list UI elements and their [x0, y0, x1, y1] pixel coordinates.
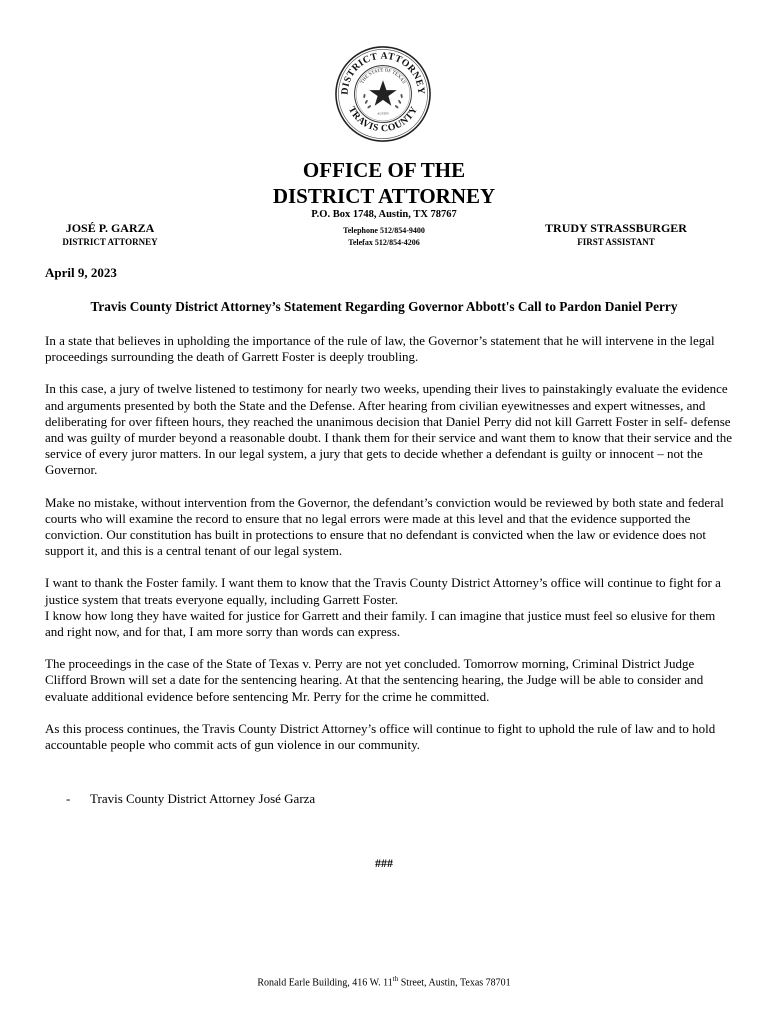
end-mark: ###: [375, 856, 393, 870]
seal-small-text: AUSTIN: [377, 111, 389, 116]
po-box: P.O. Box 1748, Austin, TX 78767: [311, 209, 457, 220]
seal-inner-text: THE STATE OF TEXAS: [360, 68, 406, 85]
footer-address-part1: Ronald Earle Building, 416 W. 11: [257, 977, 393, 989]
signature-dash: -: [66, 791, 71, 806]
telephone: Telephone 512/854-9400: [343, 226, 425, 235]
district-attorney-seal: [334, 45, 432, 143]
paragraph: I want to thank the Foster family. I want them to know that the Travis County District Attorney’s office will continue to fight for a justice system that treats everyone equally, including Garrett Foster. I know how long they have waited for justice for Garrett and their family. I can imagine that justice must feel so elusive for them and right now, and for that, I am more sorry than words can express.: [45, 575, 721, 640]
footer-address-part2: Street, Austin, Texas 78701: [398, 977, 511, 989]
first-assistant-title: FIRST ASSISTANT: [577, 237, 655, 247]
district-attorney-name: JOSÉ P. GARZA: [65, 221, 155, 235]
texas-star-icon: [369, 80, 396, 105]
paragraph: In a state that believes in upholding the importance of the rule of law, the Governor’s statement that he will intervene in the legal proceedings surrounding the death of Garrett Foster is deeply troubling.: [45, 333, 715, 365]
office-title-line2: DISTRICT ATTORNEY: [272, 184, 496, 208]
seal-top-text: DISTRICT ATTORNEY: [339, 50, 427, 96]
signature-line: [66, 791, 315, 807]
telefax: Telefax 512/854-4206: [348, 238, 420, 247]
district-attorney-title: DISTRICT ATTORNEY: [62, 237, 158, 247]
statement-headline: Travis County District Attorney’s Statement Regarding Governor Abbott's Call to Pardon Daniel Perry: [90, 299, 678, 314]
office-title-line1: OFFICE OF THE: [302, 158, 466, 182]
statement-body: [45, 333, 735, 769]
signature-text: Travis County District Attorney José Garza: [90, 791, 316, 806]
paragraph: In this case, a jury of twelve listened to testimony for nearly two weeks, upending their lives to painstakingly evaluate the evidence and arguments presented by both the State and the Defense. After hearing from civilian eyewitnesses and expert witnesses, and deliberating for over fifteen hours, they reached the unanimous decision that Daniel Perry did not kill Garrett Foster in self- defense and was guilty of murder beyond a reasonable doubt. I thank them for their service and want them to know that their service and the service of every juror matters. In our legal system, a jury that gets to decide whether a defendant is guilty or innocent – not the Governor.: [45, 381, 732, 478]
first-assistant-name: TRUDY STRASSBURGER: [545, 221, 687, 235]
footer-address: [0, 975, 768, 988]
seal-bottom-text: TRAVIS COUNTY: [345, 104, 421, 135]
paragraph: Make no mistake, without intervention from the Governor, the defendant’s conviction would be reviewed by both state and federal courts who will examine the record to ensure that no legal errors were made at this level and that the evidence supported the conviction. Our constitution has built in protections to ensure that no defendant is convicted when the law or evidence does not support it, and this is a central tenant of our legal system.: [45, 494, 724, 559]
paragraph: As this process continues, the Travis County District Attorney’s office will continue to fight to uphold the rule of law and to hold accountable people who commit acts of gun violence in our community.: [45, 720, 716, 753]
statement-date: April 9, 2023: [45, 265, 117, 280]
footer-address-sup: th: [392, 975, 399, 983]
paragraph: The proceedings in the case of the State of Texas v. Perry are not yet concluded. Tomorrow morning, Criminal District Judge Clifford Brown will set a date for the sentencing hearing. At that the sentencing hearing, the Judge will be able to consider and evaluate additional evidence before sentencing Mr. Perry for the crime he committed.: [45, 656, 704, 704]
